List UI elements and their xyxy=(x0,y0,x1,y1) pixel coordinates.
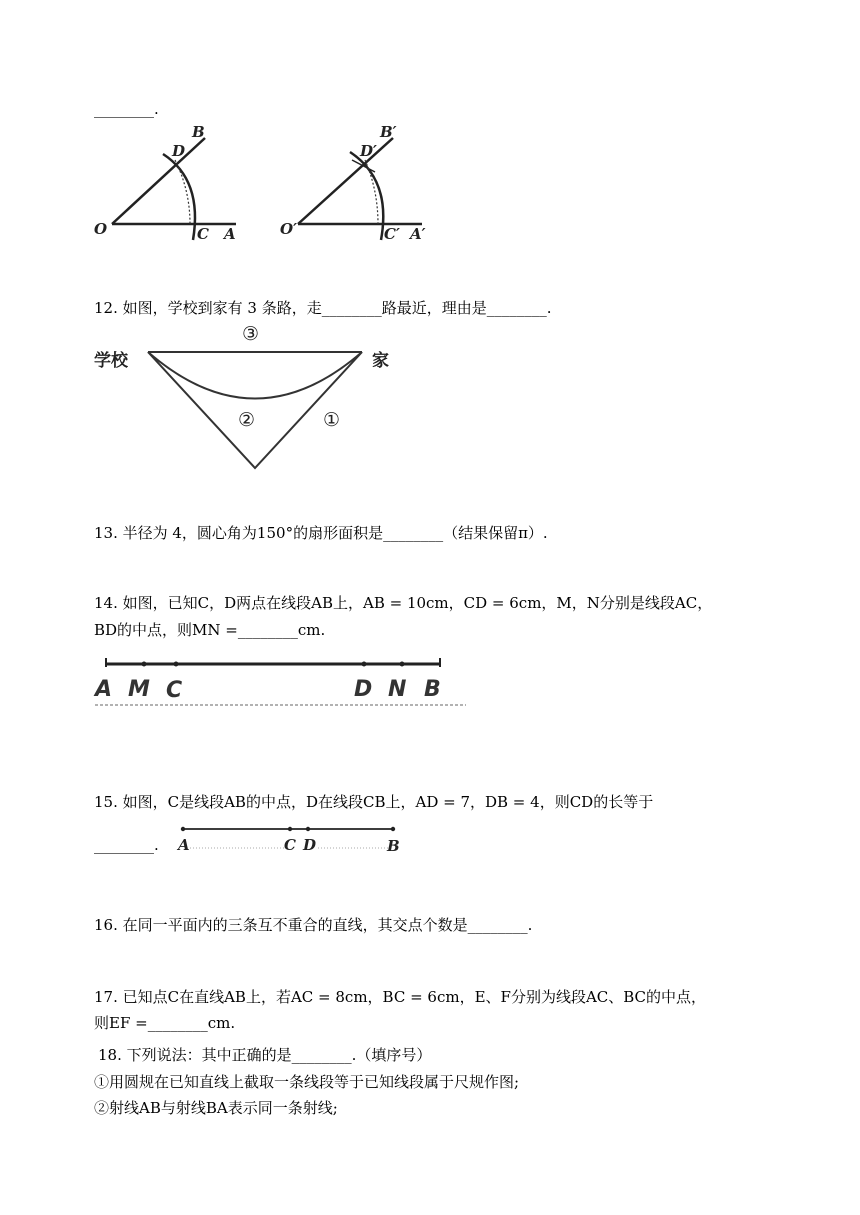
q14-line1: 14. 如图，已知C，D两点在线段AB上，AB = 10cm，CD = 6cm，M，N分别是线段AC， xyxy=(94,594,713,612)
q18-item-2: ②射线AB与射线BA表示同一条射线; xyxy=(94,1099,338,1117)
label-route-1: ① xyxy=(323,409,341,431)
label-N: N xyxy=(388,677,407,702)
q14-line2: BD的中点，则MN =________cm. xyxy=(94,621,326,639)
label-A: A xyxy=(224,225,236,243)
q17-line1: 17. 已知点C在直线AB上，若AC = 8cm，BC = 6cm，E、F分别为线段AC、BC的中点， xyxy=(94,988,707,1006)
label-B: B xyxy=(387,837,400,855)
label-route-2: ② xyxy=(238,409,256,431)
label-A: A xyxy=(178,836,190,854)
label-A-prime: A′ xyxy=(410,225,426,243)
q16-text: 16. 在同一平面内的三条互不重合的直线，其交点个数是________. xyxy=(94,916,533,934)
label-D-prime: D′ xyxy=(360,142,377,160)
label-D: D xyxy=(303,836,317,854)
q18-title: 18. 下列说法：其中正确的是________.（填序号） xyxy=(98,1046,432,1064)
q18-item-1: ①用圆规在已知直线上截取一条线段等于已知线段属于尺规作图; xyxy=(94,1073,520,1091)
label-C: C xyxy=(166,678,183,703)
label-A: A xyxy=(95,677,113,702)
label-D: D xyxy=(172,142,186,160)
label-route-3: ③ xyxy=(242,323,260,345)
q17-line2: 则EF =________cm. xyxy=(94,1014,236,1032)
label-O-prime: O′ xyxy=(280,220,298,238)
label-D: D xyxy=(354,677,373,702)
label-B: B xyxy=(424,677,441,702)
q15-line1: 15. 如图，C是线段AB的中点，D在线段CB上，AD = 7，DB = 4，则CD的长等于 xyxy=(94,793,654,811)
q13-text: 13. 半径为 4，圆心角为150°的扇形面积是________（结果保留π）. xyxy=(94,524,548,542)
q12-text: 12. 如图，学校到家有 3 条路，走________路最近，理由是________. xyxy=(94,299,552,317)
label-B: B xyxy=(192,123,205,141)
label-C: C xyxy=(284,836,296,854)
label-home: 家 xyxy=(372,351,389,371)
label-O: O xyxy=(94,220,108,238)
label-C: C xyxy=(197,225,209,243)
q15-line2: ________. xyxy=(94,836,159,854)
label-B-prime: B′ xyxy=(380,123,397,141)
q11-tail: ________. xyxy=(94,100,159,118)
label-school: 学校 xyxy=(94,351,128,371)
label-C-prime: C′ xyxy=(384,225,400,243)
label-M: M xyxy=(128,677,150,702)
